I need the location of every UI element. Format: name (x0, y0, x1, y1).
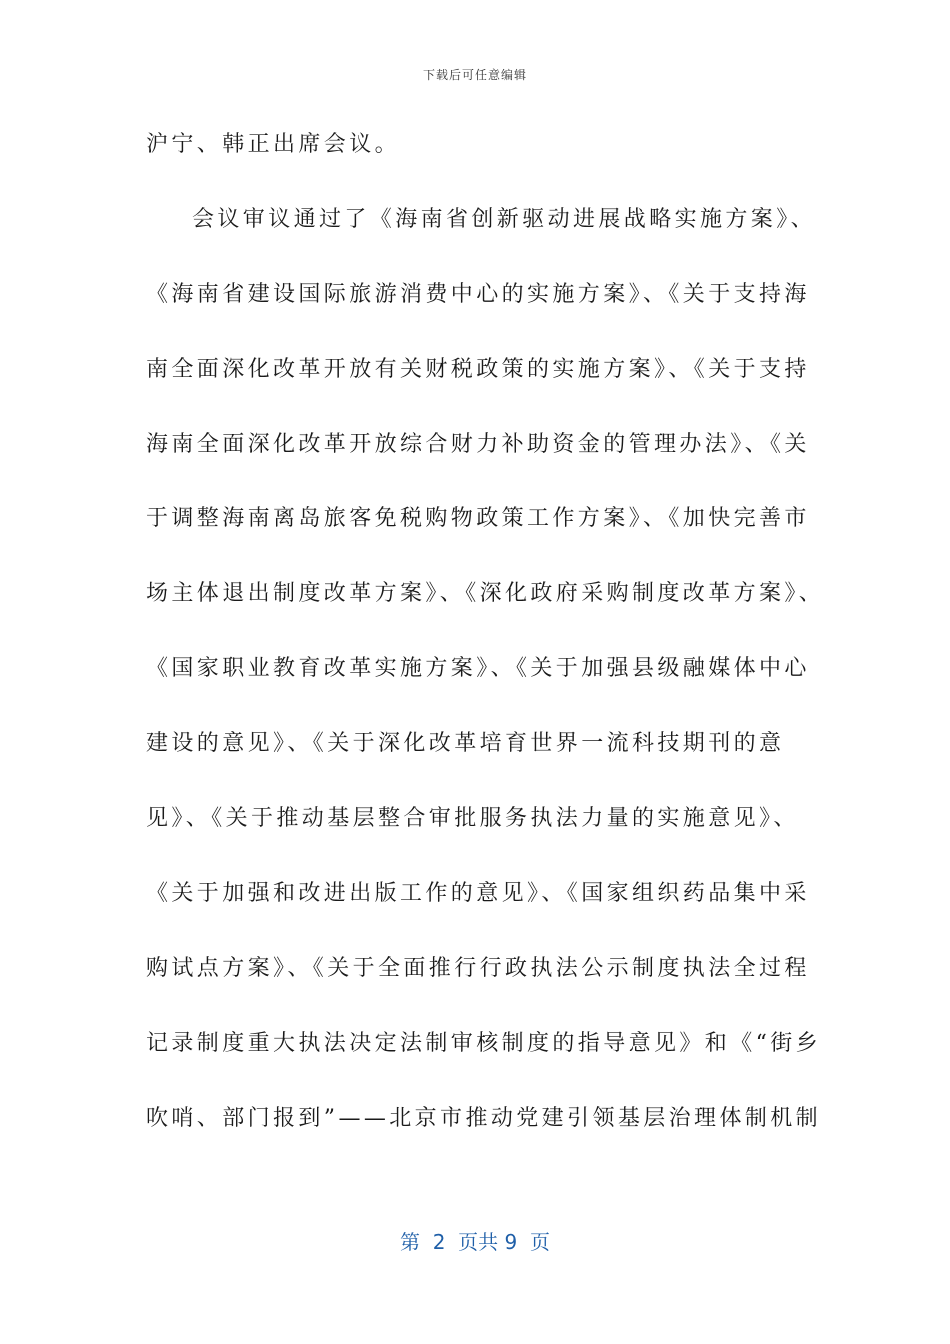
page-header-note: 下载后可任意编辑 (422, 68, 527, 82)
text-line: 建设的意见》、《关于深化改革培育世界一流科技期刊的意 (146, 731, 785, 757)
text-line: 《海南省建设国际旅游消费中心的实施方案》、《关于支持海 (146, 281, 810, 307)
text-line: 记录制度重大执法决定法制审核制度的指导意见》和《“街乡 (146, 1030, 822, 1056)
text-line: 购试点方案》、《关于全面推行行政执法公示制度执法全过程 (146, 955, 810, 981)
text-line: 海南全面深化改革开放综合财力补助资金的管理办法》、《关 (146, 431, 810, 457)
text-line: 场主体退出制度改革方案》、《深化政府采购制度改革方案》、 (146, 581, 825, 607)
document-body (146, 120, 826, 1168)
text-line: 见》、《关于推动基层整合审批服务执法力量的实施意见》、 (146, 806, 799, 832)
page-number: 第 2 页共 9 页 (400, 1230, 550, 1254)
text-line: 于调整海南离岛旅客免税购物政策工作方案》、《加快完善市 (146, 506, 810, 532)
text-line: 《关于加强和改进出版工作的意见》、《国家组织药品集中采 (146, 880, 810, 906)
text-line: 吹哨、部门报到”——北京市推动党建引领基层治理体制机制 (146, 1105, 822, 1131)
text-line: 《国家职业教育改革实施方案》、《关于加强县级融媒体中心 (146, 656, 810, 682)
text-line: 沪宁、韩正出席会议。 (146, 132, 401, 157)
text-line: 南全面深化改革开放有关财税政策的实施方案》、《关于支持 (146, 356, 810, 382)
paragraph-first-line: 会议审议通过了《海南省创新驱动进展战略实施方案》、 (192, 206, 817, 232)
